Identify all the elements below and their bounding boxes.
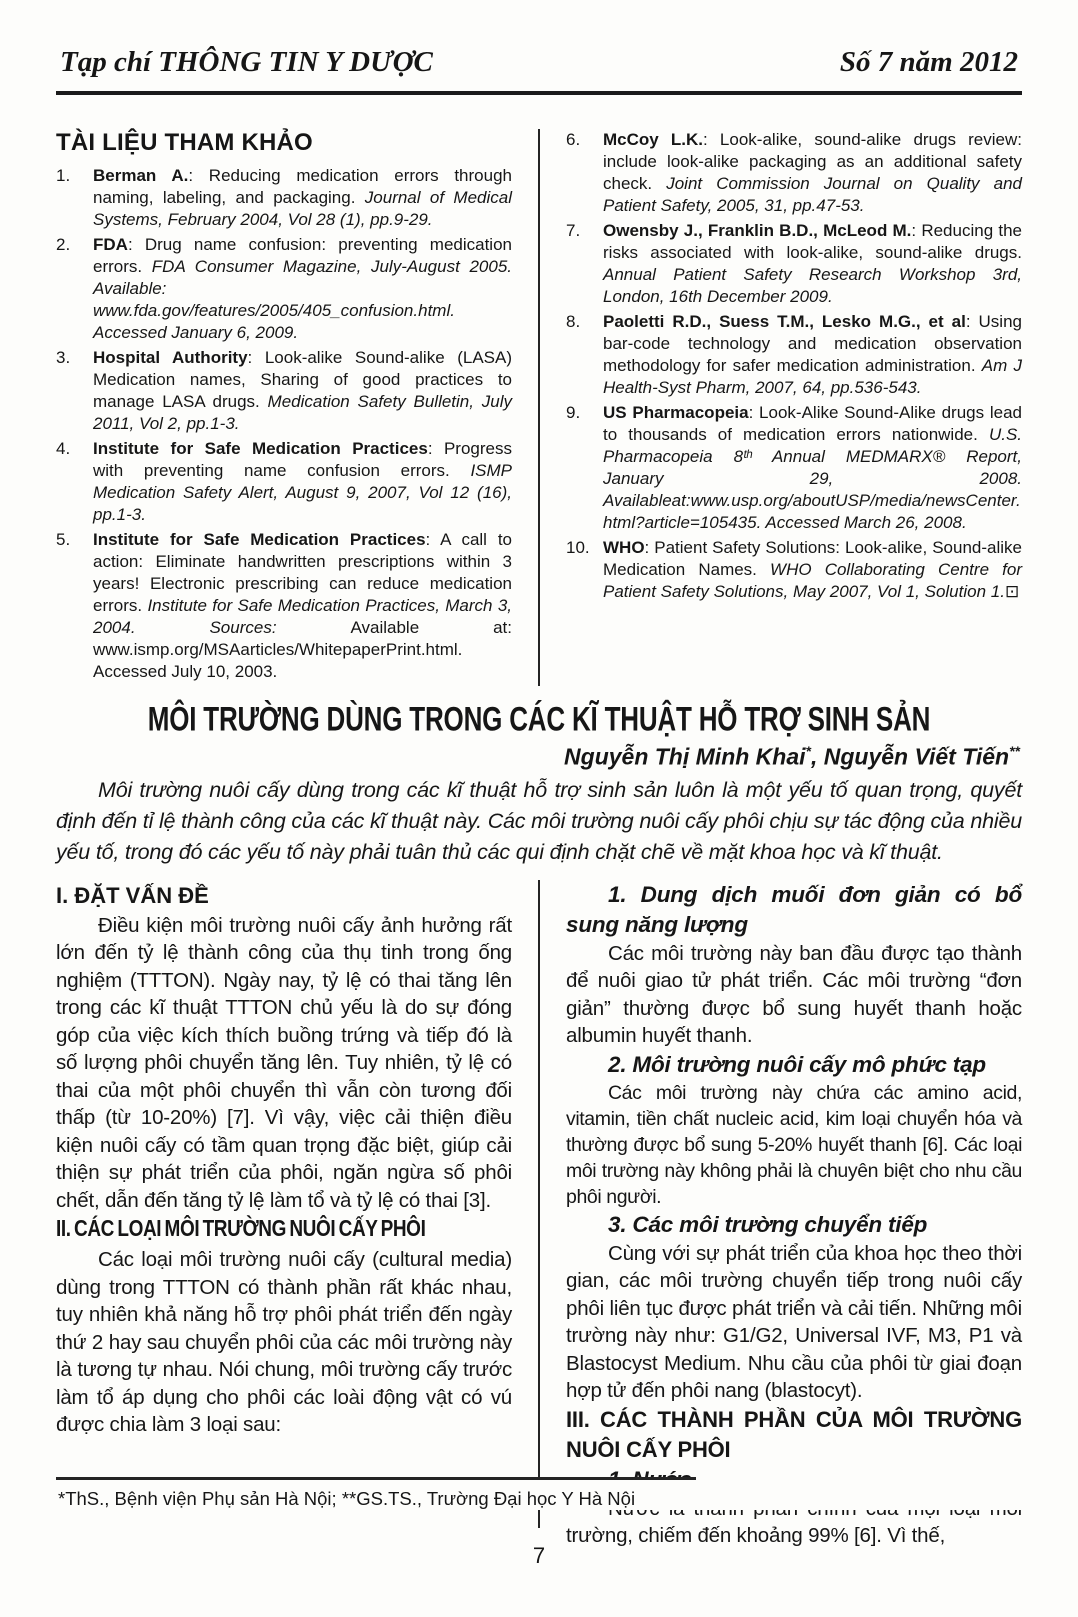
reference-text: Institute for Safe Medication Practices: Progress with preventing name confusion errors. ISMP Medication Safety Alert, August 9, 2007, Vol 12 (16), pp.1-3.: [93, 439, 512, 524]
subsection-1-heading: 1. Dung dịch muối đơn giản có bổ sung năng lượng: [566, 881, 1022, 937]
masthead: [56, 38, 1022, 91]
references-section: [56, 129, 1022, 686]
reference-number: 4.: [56, 439, 71, 458]
page-number: 7: [532, 1543, 546, 1568]
reference-number: 2.: [56, 235, 71, 254]
reference-item: [566, 129, 1022, 217]
section-iii-heading: III. CÁC THÀNH PHẦN CỦA MÔI TRƯỜNG NUÔI CẤY PHÔI: [566, 1406, 1022, 1462]
reference-item: [56, 438, 512, 526]
subsection-1-paragraph: Các môi trường này ban đầu được tạo thành để nuôi giao tử phát triển. Các môi trường “đơn giản” thường được bổ sung huyết thanh hoặc albumin huyết thanh.: [566, 941, 1022, 1048]
references-heading: TÀI LIỆU THAM KHẢO: [56, 129, 313, 156]
reference-text: Hospital Authority: Look-alike Sound-alike (LASA) Medication names, Sharing of good practices to manage LASA drugs. Medication Safety Bulletin, July 2011, Vol 2, pp.1-3.: [93, 348, 512, 433]
subsection-4-paragraph: trường, chiếm đến khoảng 99% [6]. Vì thế,: [566, 1524, 946, 1548]
body-column-left: [56, 880, 512, 1528]
reference-item: [56, 234, 512, 344]
body-column-right: [566, 880, 1022, 1548]
reference-item: [56, 165, 512, 231]
reference-number: 3.: [56, 348, 71, 367]
references-column-divider: [538, 129, 540, 686]
reference-text: WHO: Patient Safety Solutions: Look-alike, Sound-alike Medication Names. WHO Collaborating Centre for Patient Safety Solutions, May 2007, Vol 1, Solution 1.⊡: [603, 538, 1022, 601]
subsection-2-heading: 2. Môi trường nuôi cấy mô phức tạp: [608, 1051, 986, 1077]
reference-item: [566, 537, 1022, 603]
reference-item: [56, 529, 512, 683]
reference-text: Institute for Safe Medication Practices: A call to action: Eliminate handwritten prescriptions within 3 years! Electronic prescribing can reduce medication errors. Institute for Safe Medication Practices, March 3, 2004. Sources: Available at: www.ismp.org/MSAarticles/WhitepaperPrint.html. Accessed July 10, 2003.: [93, 530, 513, 681]
footnote-block: [56, 1477, 1022, 1510]
footnote-text: *ThS., Bệnh viện Phụ sản Hà Nội; **GS.TS., Trường Đại học Y Hà Nội: [58, 1488, 636, 1509]
reference-number: 7.: [566, 221, 581, 240]
reference-item: [566, 220, 1022, 308]
reference-text: US Pharmacopeia: Look-Alike Sound-Alike drugs lead to thousands of medication errors nationwide. U.S. Pharmacopeia 8ᵗʰ Annual MEDMARX® Report, January 29, 2008. Availableat:www.usp.org/aboutUSP/media/newsCenter.html?article=105435. Accessed March 26, 2008.: [603, 403, 1023, 532]
reference-number: 8.: [566, 312, 581, 331]
issue-label: Số 7 năm 2012: [839, 46, 1018, 78]
header-rule: [56, 91, 1022, 95]
reference-number: 1.: [56, 166, 71, 185]
reference-number: 9.: [566, 403, 581, 422]
author-separator: ,: [810, 743, 824, 770]
section-ii-heading: II. CÁC LOẠI MÔI TRƯỜNG NUÔI CẤY PHÔI: [56, 1216, 426, 1243]
article-title: MÔI TRƯỜNG DÙNG TRONG CÁC KĨ THUẬT HỖ TRỢ SINH SẢN: [147, 699, 931, 739]
author-superscript: **: [1009, 743, 1020, 759]
journal-title: Tạp chí THÔNG TIN Y DƯỢC: [60, 46, 433, 78]
author-name: Nguyễn Viết Tiến: [823, 743, 1010, 770]
section-ii-paragraph: Các loại môi trường nuôi cấy (cultural media) dùng trong TTTON có thành phần rất khác nhau, tuy nhiên khả năng hỗ trợ phôi phát triển đến ngày thứ 2 hay sau chuyển phôi của các môi trường này là tương tự nhau. Nói chung, môi trường cấy trước làm tổ áp dụng cho phôi các loài động vật có vú được chia làm 3 loại sau:: [56, 1248, 512, 1437]
section-i-paragraph: Điều kiện môi trường nuôi cấy ảnh hưởng rất lớn đến tỷ lệ thành công của thụ tinh trong ống nghiệm (TTTON). Ngày nay, tỷ lệ có thai tăng lên trong các kĩ thuật TTTON chủ yếu là do sự đóng góp của việc kích thích buồng trứng và tiếp đó là số lượng phôi chuyển tăng lên. Tuy nhiên, tỷ lệ có thai của một phôi chuyển thì vẫn còn tương đối thấp (từ 10-20%) [7]. Vì vậy, việc cải thiện điều kiện nuôi cấy có tầm quan trọng đặc biệt, giúp cải thiện sự phát triển của phôi, ngăn ngừa số phôi chết, dẫn đến tăng tỷ lệ làm tổ và tỷ lệ có thai [3].: [56, 913, 512, 1212]
subsection-3-heading: 3. Các môi trường chuyển tiếp: [608, 1211, 928, 1237]
author-name: Nguyễn Thị Minh Khai: [564, 743, 806, 770]
reference-number: 6.: [566, 130, 581, 149]
article-body: [56, 880, 1022, 1548]
subsection-2-paragraph: Các môi trường này chứa các amino acid, vitamin, tiền chất nucleic acid, kim loại chuyển hóa và thường được bổ sung 5-20% huyết thanh [6]. Các loại môi trường này không phải là chuyên biệt cho nhu cầu phôi người.: [566, 1081, 1022, 1208]
reference-text: Paoletti R.D., Suess T.M., Lesko M.G., et al: Using bar-code technology and medication observation methodology for safer medication administration. Am J Health-Syst Pharm, 2007, 64, pp.536-543.: [603, 312, 1022, 397]
reference-item: [566, 402, 1022, 534]
reference-number: 5.: [56, 530, 71, 549]
reference-text: FDA: Drug name confusion: preventing medication errors. FDA Consumer Magazine, July-August 2005. Available: www.fda.gov/features/2005/405_confusion.html. Accessed January 6, 2009.: [93, 235, 512, 342]
reference-text: Owensby J., Franklin B.D., McLeod M.: Reducing the risks associated with look-alike, sound-alike drugs. Annual Patient Safety Research Workshop 3rd, London, 16th December 2009.: [603, 221, 1022, 306]
section-i-heading: I. ĐẶT VẤN ĐỀ: [56, 882, 209, 908]
references-column-left: [56, 165, 512, 683]
reference-item: [56, 347, 512, 435]
reference-item: [566, 311, 1022, 399]
reference-text: Berman A.: Reducing medication errors through naming, labeling, and packaging. Journal of Medical Systems, February 2004, Vol 28 (1), pp.9-29.: [93, 166, 512, 229]
reference-text: McCoy L.K.: Look-alike, sound-alike drugs review: include look-alike packaging as an additional safety check. Joint Commission Journal on Quality and Patient Safety, 2005, 31, pp.47-53.: [603, 130, 1022, 215]
subsection-3-paragraph: Cùng với sự phát triển của khoa học theo thời gian, các môi trường chuyển tiếp trong nuôi cấy phôi liên tục được phát triển và cải tiến. Những môi trường này như: G1/G2, Universal IVF, M3, P1 và Blastocyst Medium. Nhu cầu của phôi từ giai đoạn hợp tử đến phôi nang (blastocyt).: [566, 1241, 1022, 1403]
author-superscript: *: [805, 743, 811, 759]
reference-number: 10.: [566, 538, 590, 557]
body-column-divider: [538, 880, 540, 1528]
article-abstract: Môi trường nuôi cấy dùng trong các kĩ thuật hỗ trợ sinh sản luôn là một yếu tố quan trọng, quyết định đến tỉ lệ thành công của các kĩ thuật này. Các môi trường nuôi cấy phôi chịu sự tác động của nhiều yếu tố, trong đó các yếu tố này phải tuân thủ các qui định chặt chẽ về mặt khoa học và kĩ thuật.: [56, 777, 1022, 864]
references-column-left-wrap: [56, 129, 512, 686]
article-authors: [56, 743, 1022, 771]
references-column-right: [566, 129, 1022, 686]
